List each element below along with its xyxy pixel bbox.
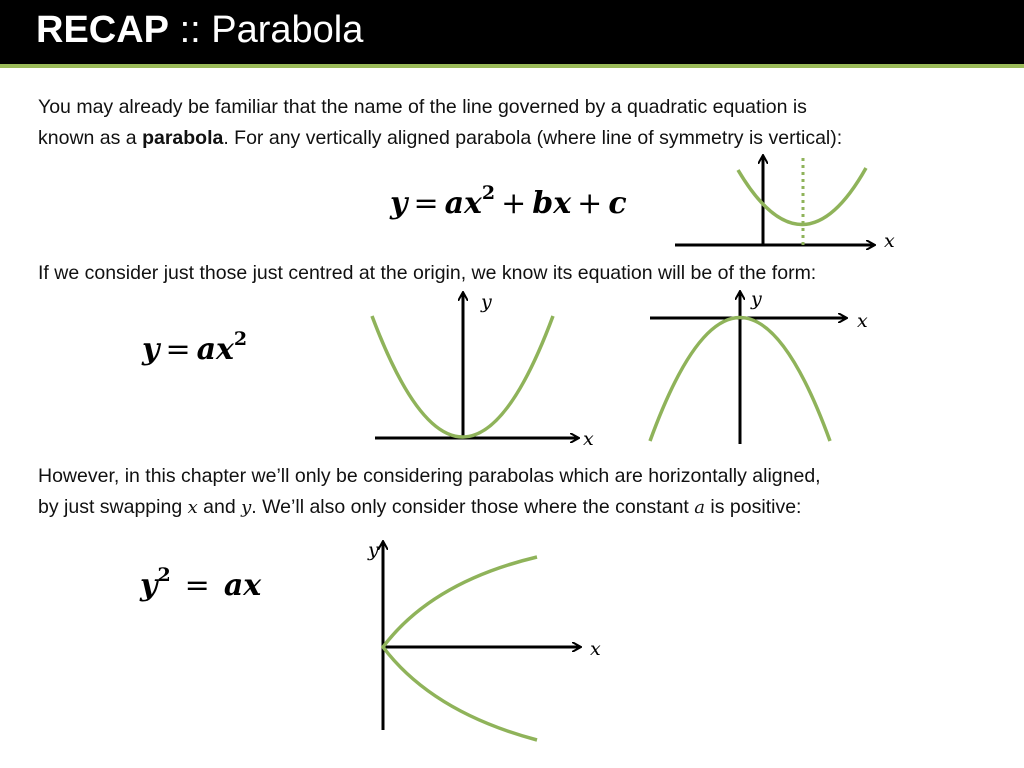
eq-equals: = (165, 332, 191, 367)
graph-general-parabola (675, 156, 895, 252)
horizontal-line-2-c: . We’ll also only consider those where the constant (251, 496, 695, 518)
intro-line-1: You may already be familiar that the name of the line governed by a quadratic equation is (38, 96, 807, 118)
x-axis-label: x (857, 310, 868, 332)
eq-var-c: c (608, 186, 627, 221)
eq-var-a: a (196, 332, 217, 367)
horizontal-line-2-b: and (197, 496, 242, 518)
eq-var-y: y (142, 332, 160, 367)
eq-var-x: x (464, 186, 482, 221)
eq-var-b: b (532, 186, 554, 221)
inline-var-a: a (694, 497, 705, 518)
eq-plus: + (501, 186, 527, 221)
x-axis-label: x (590, 638, 601, 660)
horizontal-line-1: However, in this chapter we’ll only be considering parabolas which are horizontally aligned, (38, 465, 821, 487)
x-axis-label: x (884, 230, 895, 252)
eq-equals: = (413, 186, 439, 221)
eq-var-y: y (390, 186, 408, 221)
eq-var-x: x (243, 568, 262, 603)
graph-horizontal-parabola (367, 539, 601, 740)
intro-parabola-term: parabola (142, 127, 224, 149)
inline-var-y: y (241, 497, 252, 518)
horizontal-line-2-a: by just swapping (38, 496, 188, 518)
eq-exponent: 2 (481, 182, 496, 204)
title-bold: RECAP (36, 9, 170, 51)
eq-exponent: 2 (233, 328, 248, 350)
y-axis-label: y (751, 288, 762, 310)
horizontal-line-2-d: is positive: (705, 496, 802, 518)
graph-upward-parabola (372, 291, 594, 450)
eq-var-x: x (216, 332, 234, 367)
x-axis-label: x (583, 428, 594, 450)
eq-plus: + (577, 186, 603, 221)
intro-line-2-post: . For any vertically aligned parabola (where line of symmetry is vertical): (223, 127, 843, 149)
eq-var-a: a (223, 568, 244, 603)
y-axis-label: y (368, 539, 379, 561)
y-axis-label: y (481, 291, 492, 313)
eq-var-y: y (140, 568, 158, 603)
inline-var-x: x (187, 497, 198, 518)
origin-line: If we consider just those just centred at the origin, we know its equation will be of the form: (38, 262, 817, 284)
eq-var-x: x (553, 186, 572, 221)
eq-var-a: a (444, 186, 465, 221)
eq-exponent: 2 (157, 564, 171, 586)
graph-downward-parabola (650, 288, 868, 444)
title-rest: :: Parabola (169, 9, 364, 51)
eq-equals: = (184, 568, 210, 603)
intro-line-2-pre: known as a (38, 127, 143, 149)
